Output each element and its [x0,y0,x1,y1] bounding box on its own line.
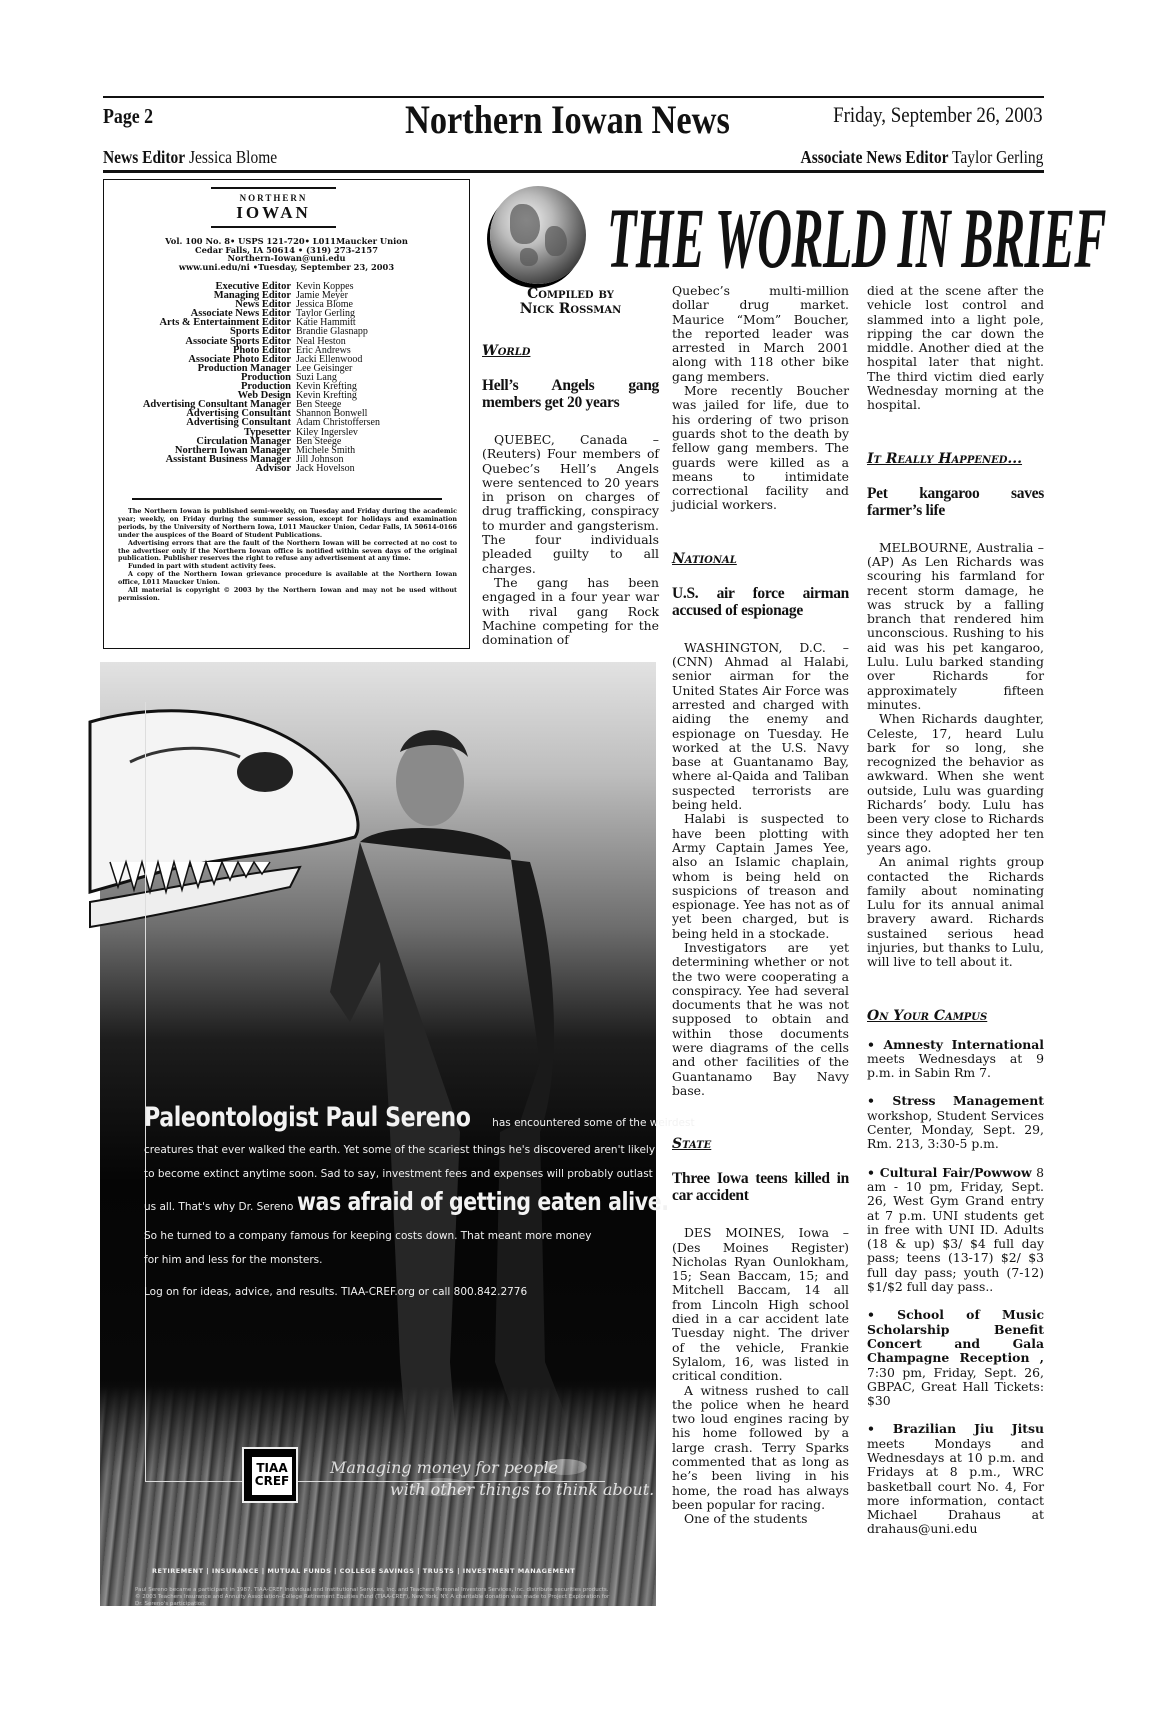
article-paragraph: More recently Boucher was jailed for life, due to his ordering of two prison guards shot to the death by fellow gang members. The guards were killed as a means to intimidate correctional facility and judicial workers. [672,383,849,513]
article-headline: Three Iowa teens killed in car accident [672,1170,849,1205]
ad-emphasis: was afraid of getting eaten alive. [296,1187,669,1216]
staff-title: Advisor [255,462,291,474]
article-paragraph: The gang has been engaged in a four year war with rival gang Rock Machine competing for the domination of [482,574,659,648]
event-title: • Brazilian Jiu Jitsu [867,1421,1044,1437]
event-title: • Stress Management [867,1093,1044,1109]
ad-fine-print: Paul Sereno became a participant in 1987. TIAA-CREF Individual and Institutional Services, Inc. and Teachers Personal Investors Services, Inc. distribute securities products. © 2003 Teachers Insurance and Annuity Association–College Retirement Equities Fund (TIAA-CREF), New York, NY. A charitable donation was made to Project Exploration for Dr. Sereno's participation. [135,1587,610,1607]
section-label: National [672,550,737,567]
associate-editor-credit [800,147,1043,168]
staff-title: Arts & Entertainment Editor [159,317,291,329]
news-column-2 [672,284,849,1526]
publication-info [104,237,469,271]
news-editor-credit [103,147,277,168]
campus-event [867,1308,1044,1408]
newspaper-title: Northern Iowan News [405,97,730,142]
byline: Nick Rossman [519,301,622,317]
event-text: • School of Music Scholarship Benefit Concert and Gala Champagne Reception , 7:30 pm, Friday, Sept. 26, GBPAC, Great Hall Tickets: $30 [867,1307,1044,1409]
info-line: Cedar Falls, IA 50614 • (319) 273-2157 [195,244,378,255]
staff-name: Jessica Blome [296,299,353,311]
staff-name: Ben Steege [296,435,342,447]
article-paragraph: died at the scene after the vehicle lost control and slammed into a light pole, ripping the car down the middle. Another died at the hospital later that night. The third victim died early Wednesday morning at the hospital. [867,283,1044,413]
article-paragraph: DES MOINES, Iowa – (Des Moines Register) Nicholas Ryan Ounlokham, 15; Sean Baccam, 15; and Mitchell Baccam, 14 all from Lincoln High school died in a car accident late Tuesday night. The driver of the vehicle, Frankie Sylalom, 16, was listed in critical condition. [672,1225,849,1384]
tiaa-cref-logo [242,1447,298,1503]
staff-title: Typesetter [243,426,291,438]
article-paragraph: An animal rights group contacted the Richards family about nominating Lulu for its annual animal bravery award. Richards sustained serious head injuries, but thanks to Lulu, will live to tell about it. [867,854,1044,970]
event-title: • Cultural Fair/Powwow [867,1164,1032,1180]
fine-print-paragraph: Advertising errors that are the fault of the Northern Iowan will be corrected at no cost to the advertiser only if the Northern Iowan office is notified within seven days of the original publication. Publisher reserves the right to refuse any advertisement at any time. [118,538,457,563]
staff-name: Kevin Koppes [296,281,354,292]
staff-name: Neal Heston [296,335,346,347]
staff-title: News Editor [235,299,291,311]
ad-frame-line [145,702,605,1482]
staff-title: Production Manager [197,362,291,374]
logo-line: NORTHERN [239,193,308,203]
article-paragraph: Quebec’s multi-million dollar drug market. Maurice “Mom” Boucher, the reported leader was arrested in March 2001 along with 118 other bike gang members. [672,283,849,384]
article-headline: Pet kangaroo saves farmer’s life [867,484,1044,519]
staff-name: Adam Christoffersen [296,417,380,429]
ad-headline: Paleontologist Paul Sereno [144,1102,471,1133]
fine-print-paragraph: All material is copyright © 2003 by the Northern Iowan and may not be used without permission. [118,586,457,602]
fine-print-paragraph: The Northern Iowan is published semi-weekly, on Tuesday and Friday during the academic year; weekly, on Friday during the summer session, except for holidays and examination periods, by the University of Northern Iowa, L011 Maucker Union, Cedar Falls, IA 50614-0166 under the auspices of the Board of Student Publications. [118,507,457,539]
section-label: State [672,1136,712,1153]
staff-title: Northern Iowan Manager [174,444,291,456]
credit-name: Jessica Blome [189,147,278,167]
ad-copy-text: has encountered some of the weirdest [492,1117,695,1129]
fine-print-paragraph: Funded in part with student activity fees. [128,562,276,571]
ad-tagline [330,1457,654,1501]
staff-name: Eric Andrews [296,344,351,356]
article-paragraph: Halabi is suspected to have been plotting with Army Captain James Yee, also an Islamic chaplain, whom is being held on suspicions of treason and espionage. Yee has not as of yet been charged, but is being held in a stockade. [672,811,850,941]
ad-copy-text: us all. That's why Dr. Sereno [144,1201,294,1213]
news-column-3 [867,284,1044,1537]
article-paragraph: One of the students [684,1511,808,1527]
ad-call-to-action: Log on for ideas, advice, and results. TIAA-CREF.org or call 800.842.2776 [144,1286,528,1298]
staff-row [104,464,469,473]
article-headline: Hell’s Angels gang members get 20 years [482,377,659,411]
staff-title: Advertising Consultant Manager [142,399,291,411]
masthead-box [103,179,470,649]
staff-name: Michele Smith [296,444,356,456]
staff-title: Production [241,371,291,383]
section-title: THE WORLD IN BRIEF [607,190,1106,286]
article-headline: U.S. air force airman accused of espionage [672,584,849,619]
article-paragraph: WASHINGTON, D.C. – (CNN) Ahmad al Halabi, senior airman for the United States Air Force was arrested and charged with aiding the enemy and espionage on Tuesday. He worked at the U.S. Navy base at Guantanamo Bay, where al-Qaida and Taliban suspected terrorists are being held. [672,639,849,813]
ad-copy-line-6: for him and less for the monsters. [144,1254,323,1266]
event-text: • Cultural Fair/Powwow 8 am - 10 pm, Friday, Sept. 26, West Gym Grand entry at 7 p.m. UNI students get in free with UNI ID. Adults (18 & up) $3/ $4 full day pass; teens (13-17) $2/ $3 full day pass; youth (7-12) $1/$2 full day pass.. [867,1164,1044,1295]
staff-name: Jill Johnson [296,453,344,465]
section-label: On Your Campus [867,1007,988,1024]
campus-event [867,1166,1044,1295]
fine-print-paragraph: A copy of the Northern Iowan grievance procedure is available at the Northern Iowan office, L011 Maucker Union. [118,570,457,587]
staff-name: Brandie Glasnapp [296,326,368,338]
staff-title: Circulation Manager [196,435,291,447]
info-line: www.uni.edu/ni •Tuesday, September 23, 2003 [178,261,395,272]
staff-name: Shannon Bonwell [296,408,368,420]
staff-title: Managing Editor [213,290,291,302]
masthead-logo [211,187,336,228]
staff-name: Katie Hammitt [296,317,356,329]
byline: Compiled by [527,286,614,302]
staff-name: Jack Hovelson [296,462,355,474]
info-line: Vol. 100 No. 8• USPS 121-720• L011Maucker Union [165,236,408,246]
article-paragraph: MELBOURNE, Australia – (AP) As Len Richards was scouring his farmland for recent storm damage, he was struck by a falling branch that rendered him unconscious. Rushing to his aid was his pet kangaroo, Lulu. Lulu barked standing over Richards for approximately fifteen minutes. [867,539,1044,712]
ad-product-list: RETIREMENT | INSURANCE | MUTUAL FUNDS | COLLEGE SAVINGS | TRUSTS | INVESTMENT MANAGEMENT [152,1567,576,1575]
staff-name: Taylor Gerling [296,308,356,320]
staff-name: Kevin Krefting [296,381,357,393]
divider [132,498,442,500]
staff-title: Associate Sports Editor [185,335,291,347]
logo-text: CREF [254,1474,290,1488]
page-number: Page 2 [103,104,154,128]
campus-event [867,1094,1044,1151]
staff-name: Suzi Lang [296,371,337,383]
globe-icon [490,186,586,284]
tagline-line: Managing money for people [330,1458,558,1477]
publication-fine-print [118,508,457,603]
staff-title: Executive Editor [215,281,291,292]
staff-title: Production [241,381,291,393]
event-text: • Amnesty International meets Wednesdays at 9 p.m. in Sabin Rm 7. [867,1036,1044,1081]
event-title: • School of Music Scholarship Benefit Concert and Gala Champagne Reception , [867,1307,1044,1366]
section-label: World [482,343,531,359]
logo-line: IOWAN [236,203,311,222]
info-line: Northern-Iowan@uni.edu [227,253,346,264]
ad-copy-line-1 [144,1102,695,1133]
staff-title: Assistant Business Manager [165,453,291,465]
staff-title: Advertising Consultant [186,417,291,429]
staff-name: Lee Geisinger [296,362,353,374]
staff-name: Jamie Meyer [296,290,348,302]
issue-date: Friday, September 26, 2003 [833,102,1043,127]
staff-name: Jacki Ellenwood [296,353,363,365]
event-text: • Stress Management workshop, Student Services Center, Monday, Sept. 29, Rm. 213, 3:30-5 p.m. [867,1093,1044,1152]
header-rule [103,170,1044,173]
staff-title: Sports Editor [230,326,291,338]
staff-list [104,282,469,473]
staff-name: Ben Steege [296,399,342,411]
staff-title: Associate Photo Editor [188,353,291,365]
staff-title: Photo Editor [232,344,291,356]
logo-text: TIAA [256,1461,288,1475]
ad-copy-line-4 [144,1187,750,1216]
news-column-1 [482,287,659,647]
staff-name: Kevin Krefting [296,390,357,402]
article-paragraph: QUEBEC, Canada – (Reuters) Four members of Quebec’s Hell’s Angels were sentenced to 20 years in prison on charges of drug trafficking, conspiracy to murder and gangsterism. The four individuals pleaded guilty to all charges. [482,432,659,576]
event-text: • Brazilian Jiu Jitsu meets Mondays and Wednesdays at 10 p.m. and Fridays at 8 p.m., WRC basketball court No. 4, For more information, contact Michael Drahaus at drahaus@uni.edu [867,1421,1044,1537]
article-paragraph: Investigators are yet determining whether or not the two were cooperating a conspiracy. Yee had several documents that he was not supposed to obtain and within those documents were diagrams of the cells and other facilities of the Guantanamo Bay Navy base. [672,939,849,1098]
credit-title: Associate News Editor [800,147,949,167]
tagline-line: with other things to think about. [390,1480,655,1499]
campus-event [867,1422,1044,1536]
credit-title: News Editor [103,147,186,167]
ad-copy-line-2: creatures that ever walked the earth. Yet some of the scariest things he's discovered aren't likely [144,1144,656,1156]
event-title: • Amnesty International [867,1036,1044,1052]
staff-name: Kiley Ingerslev [296,426,358,438]
article-paragraph: When Richards daughter, Celeste, 17, heard Lulu bark for so long, she recognized the behavior as awkward. When she went outside, Lulu was guarding Richards’ body. Lulu has been very close to Richards since they adopted her ten years ago. [867,711,1044,855]
campus-event [867,1038,1044,1081]
credit-name: Taylor Gerling [951,147,1043,167]
section-label: It Really Happened... [867,450,1023,467]
ad-copy-line-5: So he turned to a company famous for keeping costs down. That meant more money [144,1230,592,1242]
staff-title: Associate News Editor [190,308,291,320]
staff-title: Web Design [237,390,291,402]
article-paragraph: A witness rushed to call the police when he heard two loud engines racing by his home followed by a large crash. Terry Sparks commented that as long as he’s been living in his home, the road has always been popular for racing. [672,1382,849,1512]
ad-copy-line-3: to become extinct anytime soon. Sad to say, investment fees and expenses will probably outlast [144,1168,653,1180]
staff-title: Advertising Consultant [186,408,291,420]
